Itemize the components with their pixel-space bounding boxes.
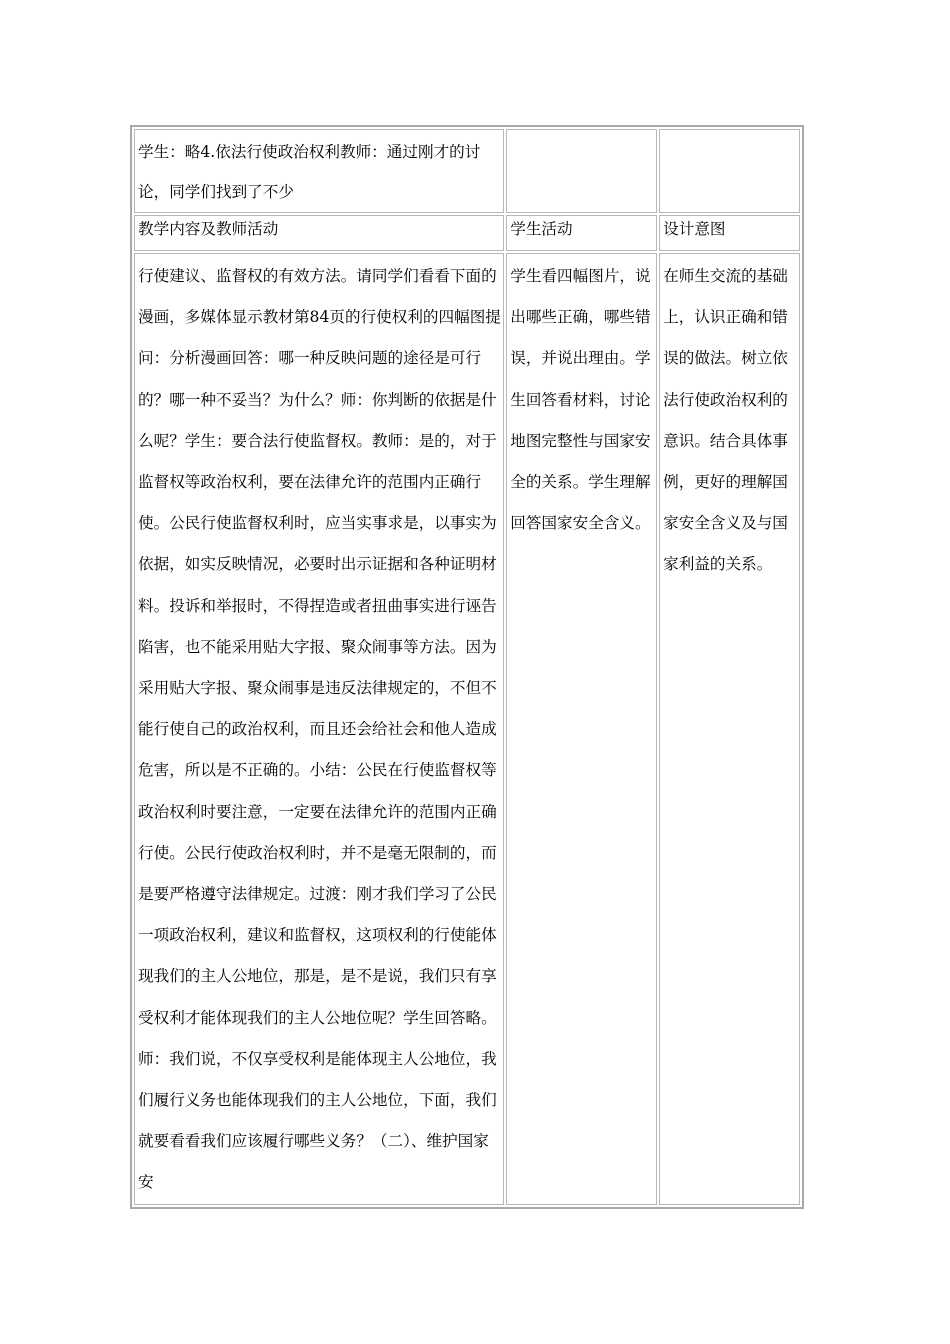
- header-student-activity: 学生活动: [506, 215, 657, 251]
- intro-row: [134, 129, 800, 213]
- body-student-activity: 学生看四幅图片，说出哪些正确，哪些错误，并说出理由。学生回答看材料，讨论地图完整性与国家安全的关系。学生理解回答国家安全含义。: [506, 253, 657, 1205]
- intro-design-intent-cell: [659, 129, 800, 213]
- lesson-plan-table: [130, 125, 804, 1209]
- intro-teacher-content-cell: 学生：略4.依法行使政治权利教师：通过刚才的讨论，同学们找到了不少: [134, 129, 504, 213]
- body-row: [134, 253, 800, 1205]
- header-row: [134, 215, 800, 251]
- header-design-intent: 设计意图: [659, 215, 800, 251]
- body-teacher-content: 行使建议、监督权的有效方法。请同学们看看下面的漫画，多媒体显示教材第84页的行使权利的四幅图提问：分析漫画回答：哪一种反映问题的途径是可行的？哪一种不妥当？为什么？师：你判断的依据是什么呢？学生：要合法行使监督权。教师：是的，对于监督权等政治权利，要在法律允许的范围内正确行使。公民行使监督权利时，应当实事求是，以事实为依据，如实反映情况，必要时出示证据和各种证明材料。投诉和举报时，不得捏造或者扭曲事实进行诬告陷害，也不能采用贴大字报、聚众闹事等方法。因为采用贴大字报、聚众闹事是违反法律规定的，不但不能行使自己的政治权利，而且还会给社会和他人造成危害，所以是不正确的。小结：公民在行使监督权等政治权利时要注意，一定要在法律允许的范围内正确行使。公民行使政治权利时，并不是毫无限制的，而是要严格遵守法律规定。过渡：刚才我们学习了公民一项政治权利，建议和监督权，这项权利的行使能体现我们的主人公地位，那是，是不是说，我们只有享受权利才能体现我们的主人公地位呢？学生回答略。师：我们说，不仅享受权利是能体现主人公地位，我们履行义务也能体现我们的主人公地位，下面，我们就要看看我们应该履行哪些义务？（二）、维护国家安: [134, 253, 504, 1205]
- intro-student-activity-cell: [506, 129, 657, 213]
- header-teacher-content: 教学内容及教师活动: [134, 215, 504, 251]
- body-design-intent: 在师生交流的基础上，认识正确和错误的做法。树立依法行使政治权利的意识。结合具体事例，更好的理解国家安全含义及与国家利益的关系。: [659, 253, 800, 1205]
